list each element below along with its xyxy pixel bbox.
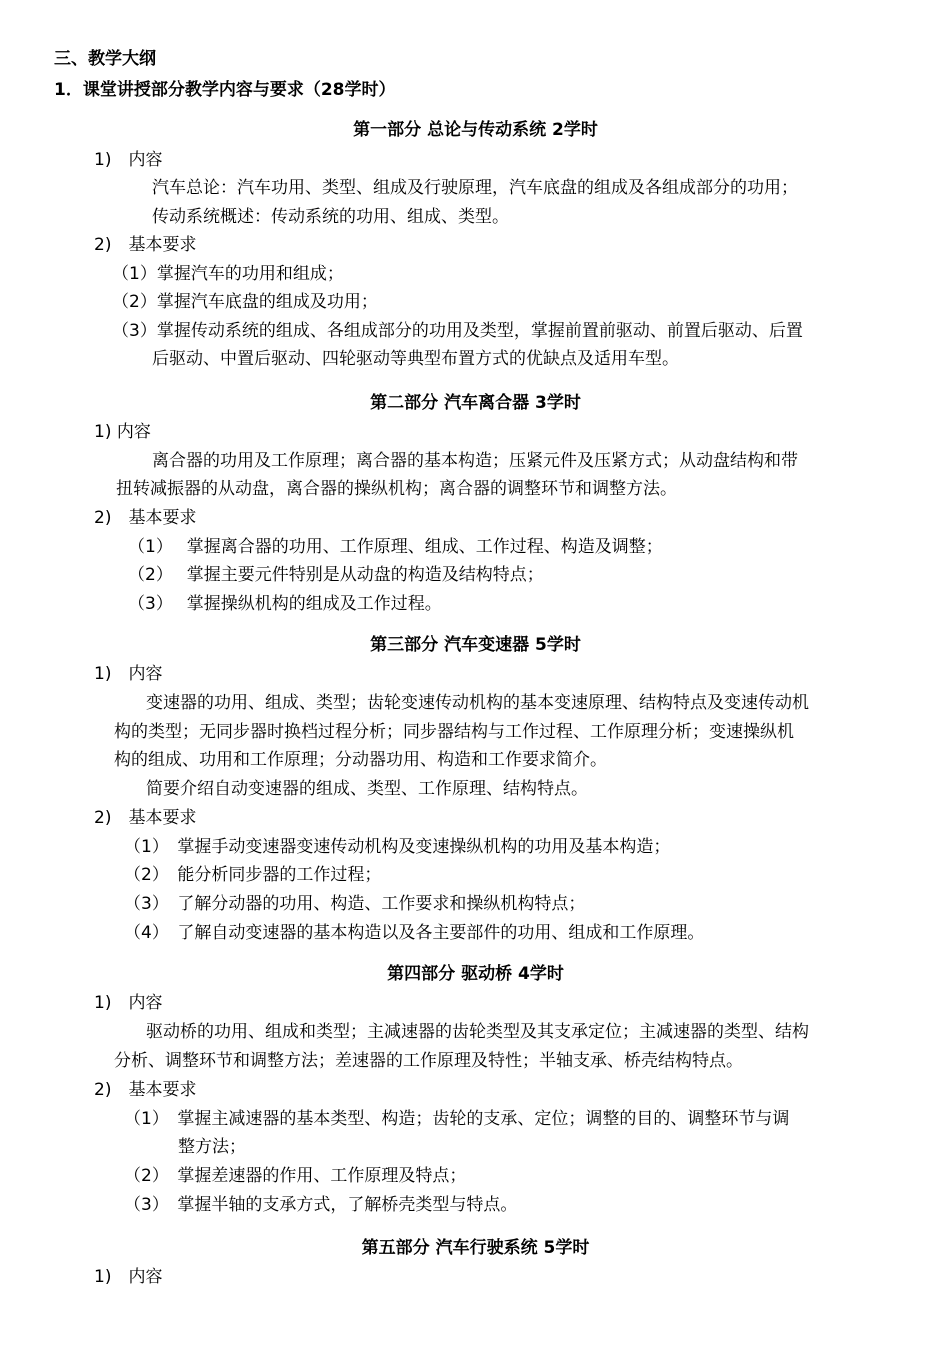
part1-title: 第一部分 总论与传动系统 2学时 bbox=[353, 120, 598, 140]
part3-req-label: 2) 基本要求 bbox=[94, 808, 197, 828]
part1-req-item: （3）掌握传动系统的组成、各组成部分的功用及类型，掌握前置前驱动、前置后驱动、后置 bbox=[112, 321, 803, 341]
part4-req-item: （3） 掌握半轴的支承方式，了解桥壳类型与特点。 bbox=[124, 1195, 518, 1215]
part1-req-label: 2) 基本要求 bbox=[94, 235, 197, 255]
part1-content-line: 传动系统概述：传动系统的功用、组成、类型。 bbox=[152, 207, 509, 227]
part4-content-label: 1) 内容 bbox=[94, 993, 163, 1013]
part5-content-label: 1) 内容 bbox=[94, 1267, 163, 1287]
part5-title: 第五部分 汽车行驶系统 5学时 bbox=[361, 1238, 590, 1258]
part3-content-line: 变速器的功用、组成、类型；齿轮变速传动机构的基本变速原理、结构特点及变速传动机 bbox=[146, 693, 809, 713]
part2-content-line: 扭转减振器的从动盘，离合器的操纵机构；离合器的调整环节和调整方法。 bbox=[116, 479, 677, 499]
part1-content-line: 汽车总论：汽车功用、类型、组成及行驶原理，汽车底盘的组成及各组成部分的功用； bbox=[152, 178, 798, 198]
part3-content-label: 1) 内容 bbox=[94, 664, 163, 684]
part1-req-item: （2）掌握汽车底盘的组成及功用； bbox=[112, 292, 378, 312]
part3-req-item: （2） 能分析同步器的工作过程； bbox=[124, 865, 382, 885]
part1-req-item: 后驱动、中置后驱动、四轮驱动等典型布置方式的优缺点及适用车型。 bbox=[152, 349, 679, 369]
part2-content-label: 1) 内容 bbox=[94, 422, 151, 442]
part2-req-item: （2） 掌握主要元件特别是从动盘的构造及结构特点； bbox=[128, 565, 544, 585]
subsection-heading: 1．课堂讲授部分教学内容与要求（28学时） bbox=[54, 80, 396, 100]
part4-req-item: （1） 掌握主减速器的基本类型、构造；齿轮的支承、定位；调整的目的、调整环节与调 bbox=[124, 1109, 790, 1129]
part2-req-item: （1） 掌握离合器的功用、工作原理、组成、工作过程、构造及调整； bbox=[128, 537, 663, 557]
part4-req-item: 整方法； bbox=[178, 1137, 246, 1157]
part2-req-item: （3） 掌握操纵机构的组成及工作过程。 bbox=[128, 594, 442, 614]
part4-req-label: 2) 基本要求 bbox=[94, 1080, 197, 1100]
part4-title: 第四部分 驱动桥 4学时 bbox=[387, 964, 564, 984]
part3-req-item: （3） 了解分动器的功用、构造、工作要求和操纵机构特点； bbox=[124, 894, 586, 914]
part3-req-item: （1） 掌握手动变速器变速传动机构及变速操纵机构的功用及基本构造； bbox=[124, 837, 671, 857]
section-heading: 三、教学大纲 bbox=[54, 49, 156, 69]
part3-req-item: （4） 了解自动变速器的基本构造以及各主要部件的功用、组成和工作原理。 bbox=[124, 923, 705, 943]
part4-content-line: 分析、调整环节和调整方法；差速器的工作原理及特性；半轴支承、桥壳结构特点。 bbox=[114, 1051, 743, 1071]
part4-content-line: 驱动桥的功用、组成和类型；主减速器的齿轮类型及其支承定位；主减速器的类型、结构 bbox=[146, 1022, 809, 1042]
part4-req-item: （2） 掌握差速器的作用、工作原理及特点； bbox=[124, 1166, 467, 1186]
part1-content-label: 1) 内容 bbox=[94, 150, 163, 170]
part1-req-item: （1）掌握汽车的功用和组成； bbox=[112, 264, 344, 284]
part2-title: 第二部分 汽车离合器 3学时 bbox=[370, 393, 581, 413]
part3-title: 第三部分 汽车变速器 5学时 bbox=[370, 635, 581, 655]
part2-req-label: 2) 基本要求 bbox=[94, 508, 197, 528]
part3-content-line: 简要介绍自动变速器的组成、类型、工作原理、结构特点。 bbox=[146, 779, 588, 799]
part3-content-line: 构的类型；无同步器时换档过程分析；同步器结构与工作过程、工作原理分析；变速操纵机 bbox=[114, 722, 794, 742]
part3-content-line: 构的组成、功用和工作原理；分动器功用、构造和工作要求简介。 bbox=[114, 750, 607, 770]
part2-content-line: 离合器的功用及工作原理；离合器的基本构造；压紧元件及压紧方式；从动盘结构和带 bbox=[152, 451, 798, 471]
